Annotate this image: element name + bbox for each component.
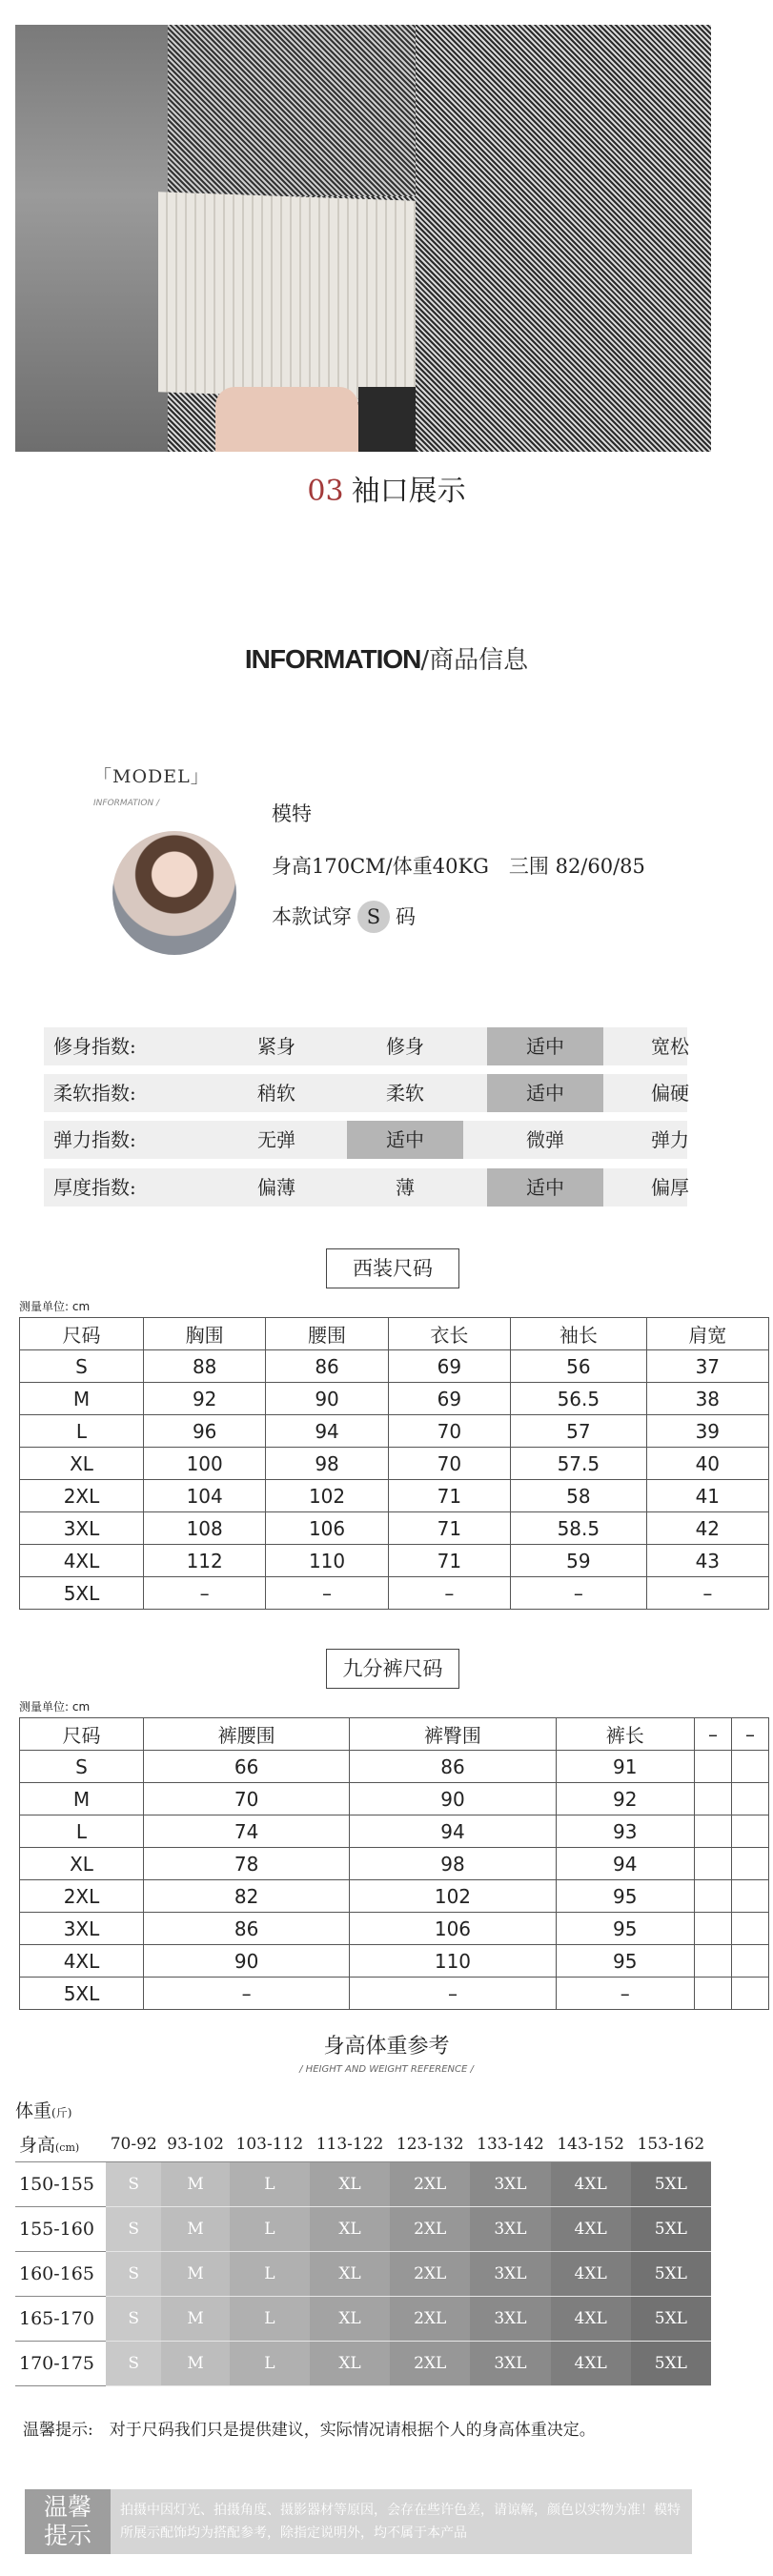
- table-cell: –: [556, 1978, 694, 2010]
- index-label: 修身指数:: [53, 1035, 136, 1058]
- suit-size-table: [19, 1317, 769, 1610]
- table-cell: L: [20, 1415, 144, 1448]
- table-header-cell: 肩宽: [646, 1318, 768, 1350]
- table-cell: 2XL: [20, 1480, 144, 1512]
- info-title-cn: /商品信息: [420, 646, 529, 675]
- table-row: [20, 1350, 769, 1383]
- table-cell: 71: [388, 1512, 510, 1545]
- table-cell: 40: [646, 1448, 768, 1480]
- hw-weight-label: [15, 2097, 71, 2122]
- hw-size-cell: L: [230, 2296, 310, 2341]
- table-cell: 59: [511, 1545, 647, 1577]
- hw-size-cell: M: [161, 2161, 229, 2206]
- table-cell: 74: [144, 1815, 350, 1848]
- table-cell: 69: [388, 1383, 510, 1415]
- table-cell: 82: [144, 1880, 350, 1913]
- model-trial: [272, 901, 416, 933]
- hw-size-cell: 2XL: [390, 2251, 470, 2296]
- table-header-cell: –: [731, 1718, 768, 1751]
- table-cell: M: [20, 1383, 144, 1415]
- table-cell: 43: [646, 1545, 768, 1577]
- hw-size-cell: 2XL: [390, 2161, 470, 2206]
- hw-size-cell: 5XL: [631, 2251, 711, 2296]
- hw-size-cell: 4XL: [551, 2341, 631, 2385]
- hw-size-cell: 5XL: [631, 2341, 711, 2385]
- table-header-cell: 衣长: [388, 1318, 510, 1350]
- table-row: [20, 1945, 769, 1978]
- table-cell: 2XL: [20, 1880, 144, 1913]
- hw-size-cell: 2XL: [390, 2296, 470, 2341]
- table-cell: [694, 1751, 731, 1783]
- section-label: 袖口展示: [351, 475, 466, 508]
- table-cell: 90: [144, 1945, 350, 1978]
- model-box-label: 「MODEL」: [93, 766, 210, 787]
- hw-height-cell: 150-155: [15, 2161, 106, 2206]
- hw-header-row: [15, 2127, 711, 2161]
- table-row: [20, 1480, 769, 1512]
- table-header-cell: 袖长: [511, 1318, 647, 1350]
- info-title: [0, 640, 773, 676]
- index-option: 偏厚: [651, 1176, 689, 1199]
- hw-size-cell: S: [106, 2206, 161, 2251]
- table-cell: 66: [144, 1751, 350, 1783]
- table-row: [20, 1577, 769, 1610]
- weight-label: 体重: [15, 2100, 52, 2121]
- index-option: 适中: [487, 1168, 603, 1207]
- table-cell: M: [20, 1783, 144, 1815]
- tips-banner: [25, 2489, 692, 2554]
- table-cell: [731, 1751, 768, 1783]
- table-cell: 106: [350, 1913, 556, 1945]
- index-option: 适中: [487, 1074, 603, 1112]
- hw-size-cell: 4XL: [551, 2206, 631, 2251]
- index-option: 弹力: [651, 1128, 689, 1151]
- hw-note: 温馨提示: 对于尺码我们只是提供建议，实际情况请根据个人的身高体重决定。: [23, 2421, 596, 2440]
- table-row: [20, 1512, 769, 1545]
- hw-size-cell: XL: [310, 2341, 390, 2385]
- index-option: 紧身: [257, 1035, 295, 1058]
- hw-height-cell: 170-175: [15, 2341, 106, 2385]
- table-cell: 56.5: [511, 1383, 647, 1415]
- table-row: [20, 1415, 769, 1448]
- table-header-cell: –: [694, 1718, 731, 1751]
- table-row: [20, 1913, 769, 1945]
- hw-weight-cell: 123-132: [390, 2127, 470, 2161]
- hw-row: [15, 2206, 711, 2251]
- index-option: 偏薄: [257, 1176, 295, 1199]
- table-cell: 58: [511, 1480, 647, 1512]
- table-cell: 93: [556, 1815, 694, 1848]
- height-weight-table: [15, 2127, 711, 2386]
- hw-size-cell: 4XL: [551, 2251, 631, 2296]
- hw-size-cell: XL: [310, 2296, 390, 2341]
- table-cell: XL: [20, 1848, 144, 1880]
- table-cell: –: [350, 1978, 556, 2010]
- info-title-en: INFORMATION: [244, 644, 421, 674]
- trial-suffix: 码: [396, 905, 416, 928]
- table-cell: 104: [144, 1480, 266, 1512]
- table-cell: XL: [20, 1448, 144, 1480]
- table-row: [20, 1448, 769, 1480]
- hw-weight-cell: 133-142: [470, 2127, 550, 2161]
- table-cell: 94: [556, 1848, 694, 1880]
- hw-size-cell: XL: [310, 2161, 390, 2206]
- table-cell: 108: [144, 1512, 266, 1545]
- table-cell: 110: [266, 1545, 388, 1577]
- index-row: [44, 1168, 687, 1207]
- table-cell: 112: [144, 1545, 266, 1577]
- table-cell: 90: [350, 1783, 556, 1815]
- table-row: [20, 1848, 769, 1880]
- table-cell: [694, 1783, 731, 1815]
- table-cell: [731, 1978, 768, 2010]
- hw-size-cell: 3XL: [470, 2206, 550, 2251]
- suit-table-title: 西装尺码: [326, 1248, 459, 1288]
- table-cell: 95: [556, 1945, 694, 1978]
- table-cell: S: [20, 1751, 144, 1783]
- table-cell: –: [144, 1978, 350, 2010]
- table-cell: 96: [144, 1415, 266, 1448]
- hw-size-cell: 2XL: [390, 2206, 470, 2251]
- trial-prefix: 本款试穿: [272, 905, 352, 928]
- hw-size-cell: 3XL: [470, 2161, 550, 2206]
- table-cell: 86: [350, 1751, 556, 1783]
- hw-row: [15, 2251, 711, 2296]
- table-cell: 100: [144, 1448, 266, 1480]
- trial-size-badge: S: [357, 901, 390, 933]
- index-option: 稍软: [257, 1082, 295, 1105]
- table-cell: 88: [144, 1350, 266, 1383]
- table-cell: [731, 1880, 768, 1913]
- model-sub-label: INFORMATION /: [93, 799, 160, 808]
- table-cell: 91: [556, 1751, 694, 1783]
- hw-size-cell: 5XL: [631, 2206, 711, 2251]
- table-header-cell: 尺码: [20, 1718, 144, 1751]
- model-label: 模特: [272, 802, 312, 825]
- table-cell: 110: [350, 1945, 556, 1978]
- hw-size-cell: 3XL: [470, 2296, 550, 2341]
- index-option: 薄: [396, 1176, 415, 1199]
- table-cell: 69: [388, 1350, 510, 1383]
- hw-height-label: 身高(cm): [15, 2127, 106, 2161]
- model-stats: 身高170CM/体重40KG 三围 82/60/85: [272, 855, 645, 878]
- table-cell: 102: [350, 1880, 556, 1913]
- hw-row: [15, 2341, 711, 2385]
- table-cell: 95: [556, 1913, 694, 1945]
- hw-size-cell: S: [106, 2296, 161, 2341]
- table-cell: 102: [266, 1480, 388, 1512]
- table-cell: 5XL: [20, 1978, 144, 2010]
- table-cell: [694, 1978, 731, 2010]
- table-cell: 78: [144, 1848, 350, 1880]
- hw-size-cell: 3XL: [470, 2251, 550, 2296]
- table-cell: 71: [388, 1545, 510, 1577]
- table-cell: 92: [556, 1783, 694, 1815]
- table-cell: –: [266, 1577, 388, 1610]
- index-option: 柔软: [386, 1082, 424, 1105]
- table-cell: 98: [266, 1448, 388, 1480]
- table-cell: [731, 1783, 768, 1815]
- table-cell: 70: [144, 1783, 350, 1815]
- pants-size-table: [19, 1717, 769, 2010]
- table-cell: 92: [144, 1383, 266, 1415]
- table-cell: 71: [388, 1480, 510, 1512]
- hw-size-cell: M: [161, 2341, 229, 2385]
- table-cell: –: [144, 1577, 266, 1610]
- table-cell: [694, 1880, 731, 1913]
- index-label: 弹力指数:: [53, 1128, 136, 1151]
- table-cell: [731, 1945, 768, 1978]
- hw-size-cell: 3XL: [470, 2341, 550, 2385]
- cuff-photo: [15, 25, 711, 452]
- table-header-cell: 裤臀围: [350, 1718, 556, 1751]
- table-cell: 86: [144, 1913, 350, 1945]
- hw-weight-cell: 153-162: [631, 2127, 711, 2161]
- hw-weight-cell: 103-112: [230, 2127, 310, 2161]
- table-cell: –: [646, 1577, 768, 1610]
- hw-size-cell: S: [106, 2161, 161, 2206]
- table-cell: 106: [266, 1512, 388, 1545]
- hw-size-cell: M: [161, 2251, 229, 2296]
- hw-subtitle: / HEIGHT AND WEIGHT REFERENCE /: [299, 2064, 474, 2075]
- index-row: [44, 1121, 687, 1159]
- index-option: 偏硬: [651, 1082, 689, 1105]
- hw-size-cell: XL: [310, 2251, 390, 2296]
- table-cell: [694, 1945, 731, 1978]
- table-cell: 42: [646, 1512, 768, 1545]
- table-cell: 57.5: [511, 1448, 647, 1480]
- table-cell: 86: [266, 1350, 388, 1383]
- hw-size-cell: L: [230, 2161, 310, 2206]
- section-number: 03: [307, 475, 344, 508]
- pants-table-unit: 测量单位: cm: [19, 1700, 91, 1714]
- suit-table-unit: 测量单位: cm: [19, 1300, 91, 1313]
- hw-size-cell: L: [230, 2341, 310, 2385]
- index-row: [44, 1074, 687, 1112]
- hw-size-cell: S: [106, 2341, 161, 2385]
- hw-height-cell: 155-160: [15, 2206, 106, 2251]
- hw-weight-cell: 113-122: [310, 2127, 390, 2161]
- table-header-cell: 尺码: [20, 1318, 144, 1350]
- table-cell: 3XL: [20, 1913, 144, 1945]
- table-cell: 57: [511, 1415, 647, 1448]
- pants-table-title: 九分裤尺码: [326, 1649, 459, 1689]
- table-cell: 56: [511, 1350, 647, 1383]
- table-cell: 70: [388, 1415, 510, 1448]
- table-header-row: [20, 1718, 769, 1751]
- hw-size-cell: M: [161, 2206, 229, 2251]
- table-cell: 70: [388, 1448, 510, 1480]
- hw-weight-cell: 70-92: [106, 2127, 161, 2161]
- hw-size-cell: 4XL: [551, 2296, 631, 2341]
- table-cell: 4XL: [20, 1945, 144, 1978]
- table-cell: 41: [646, 1480, 768, 1512]
- table-cell: 58.5: [511, 1512, 647, 1545]
- table-cell: 90: [266, 1383, 388, 1415]
- index-label: 厚度指数:: [53, 1176, 136, 1199]
- table-header-cell: 胸围: [144, 1318, 266, 1350]
- table-row: [20, 1880, 769, 1913]
- tips-text: 拍摄中因灯光、拍摄角度、摄影器材等原因，会存在些许色差，请谅解，颜色以实物为准！模特所展示配饰均为搭配参考，除指定说明外，均不属于本产品: [120, 2503, 681, 2541]
- table-cell: L: [20, 1815, 144, 1848]
- table-cell: [731, 1815, 768, 1848]
- hw-row: [15, 2296, 711, 2341]
- hw-row: [15, 2161, 711, 2206]
- table-row: [20, 1383, 769, 1415]
- hw-size-cell: L: [230, 2206, 310, 2251]
- table-row: [20, 1783, 769, 1815]
- index-option: 无弹: [257, 1128, 295, 1151]
- table-header-row: [20, 1318, 769, 1350]
- hw-weight-cell: 93-102: [161, 2127, 229, 2161]
- hw-size-cell: M: [161, 2296, 229, 2341]
- hw-size-cell: 2XL: [390, 2341, 470, 2385]
- table-cell: S: [20, 1350, 144, 1383]
- table-cell: 37: [646, 1350, 768, 1383]
- index-row: [44, 1027, 687, 1065]
- section-title: [0, 467, 773, 524]
- hw-height-cell: 160-165: [15, 2251, 106, 2296]
- index-label: 柔软指数:: [53, 1082, 136, 1105]
- table-cell: 3XL: [20, 1512, 144, 1545]
- table-cell: –: [511, 1577, 647, 1610]
- table-cell: [694, 1815, 731, 1848]
- table-cell: 38: [646, 1383, 768, 1415]
- table-header-cell: 裤腰围: [144, 1718, 350, 1751]
- index-option: 适中: [347, 1121, 463, 1159]
- table-cell: [694, 1848, 731, 1880]
- index-option: 修身: [386, 1035, 424, 1058]
- table-cell: [731, 1913, 768, 1945]
- table-row: [20, 1751, 769, 1783]
- table-header-cell: 腰围: [266, 1318, 388, 1350]
- hw-size-cell: 4XL: [551, 2161, 631, 2206]
- hw-weight-cell: 143-152: [551, 2127, 631, 2161]
- table-cell: 4XL: [20, 1545, 144, 1577]
- table-row: [20, 1815, 769, 1848]
- table-cell: [694, 1913, 731, 1945]
- hw-size-cell: XL: [310, 2206, 390, 2251]
- hw-size-cell: 5XL: [631, 2161, 711, 2206]
- hw-size-cell: 5XL: [631, 2296, 711, 2341]
- model-avatar: [112, 831, 236, 955]
- table-cell: 98: [350, 1848, 556, 1880]
- tips-label: 温馨 提示: [25, 2489, 111, 2554]
- table-cell: 95: [556, 1880, 694, 1913]
- table-cell: 39: [646, 1415, 768, 1448]
- hw-size-cell: L: [230, 2251, 310, 2296]
- table-header-cell: 裤长: [556, 1718, 694, 1751]
- hw-size-cell: S: [106, 2251, 161, 2296]
- table-row: [20, 1545, 769, 1577]
- index-option: 宽松: [651, 1035, 689, 1058]
- table-row: [20, 1978, 769, 2010]
- weight-unit: (斤): [51, 2106, 72, 2120]
- table-cell: 94: [266, 1415, 388, 1448]
- hw-title: 身高体重参考: [323, 2035, 450, 2059]
- index-option: 微弹: [526, 1128, 564, 1151]
- table-cell: 5XL: [20, 1577, 144, 1610]
- hw-height-cell: 165-170: [15, 2296, 106, 2341]
- table-cell: –: [388, 1577, 510, 1610]
- table-cell: 94: [350, 1815, 556, 1848]
- index-option: 适中: [487, 1027, 603, 1065]
- table-cell: [731, 1848, 768, 1880]
